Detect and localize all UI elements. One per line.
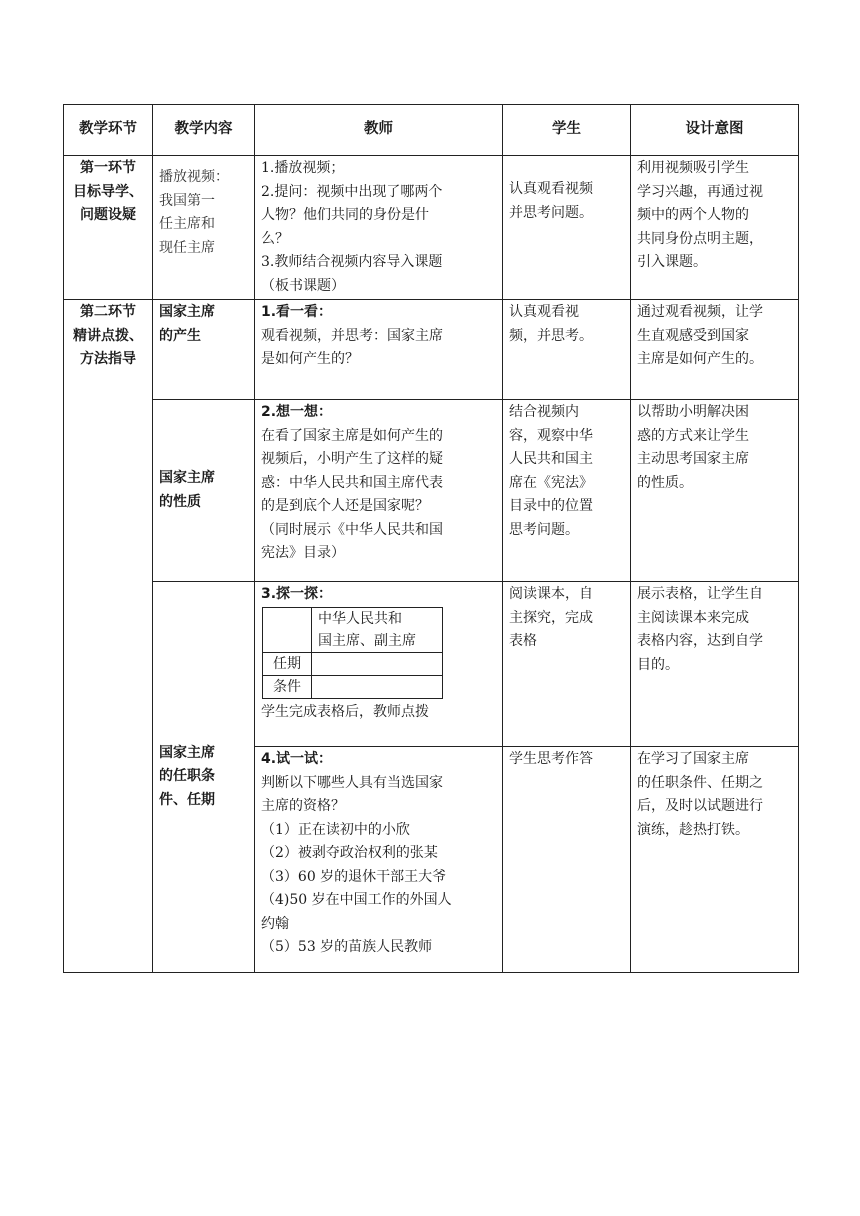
- inner-table-label-conditions: 条件: [263, 675, 312, 698]
- stage2-row3-student: 阅读课本，自 主探究，完成 表格: [503, 582, 631, 747]
- stage2-row1-intent: 通过观看视频，让学 生直观感受到国家 主席是如何产生的。: [631, 300, 799, 400]
- stage2-row2-content: 国家主席 的性质: [153, 400, 255, 582]
- stage2-row1-teacher: 1.看一看： 观看视频，并思考：国家主席 是如何产生的？: [255, 300, 503, 400]
- header-row: [64, 105, 799, 156]
- stage2-row2-student: 结合视频内 容，观察中华 人民共和国主 席在《宪法》 目录中的位置 思考问题。: [503, 400, 631, 582]
- stage2-row2-intent: 以帮助小明解决困 惑的方式来让学生 主动思考国家主席 的性质。: [631, 400, 799, 582]
- inner-table-corner-cell: [263, 607, 312, 652]
- header-content: 教学内容: [153, 105, 255, 156]
- stage2-name: 第二环节 精讲点拨、 方法指导: [64, 300, 153, 973]
- stage2-row3-intent: 展示表格，让学生自 主阅读课本来完成 表格内容，达到自学 目的。: [631, 582, 799, 747]
- table-row-stage2-3: [64, 582, 799, 747]
- stage2-row1-student: 认真观看视 频，并思考。: [503, 300, 631, 400]
- inner-table-blank-cell: [312, 652, 443, 675]
- stage2-row4-student: 学生思考作答: [503, 747, 631, 973]
- inner-table-row-term: [263, 652, 443, 675]
- table-row-stage2-1: [64, 300, 799, 400]
- stage2-row2-teacher: 2.想一想： 在看了国家主席是如何产生的 视频后，小明产生了这样的疑 惑：中华人民共和国主席代表 的是到底个人还是国家呢？ （同时展示《中华人民共和国 宪法》目录）: [255, 400, 503, 582]
- header-intent: 设计意图: [631, 105, 799, 156]
- table-row-stage1: [64, 156, 799, 300]
- stage2-row1-content: 国家主席 的产生: [153, 300, 255, 400]
- stage1-content: 播放视频： 我国第一 任主席和 现任主席: [153, 156, 255, 300]
- inner-table-blank-cell: [312, 675, 443, 698]
- stage1-student: 认真观看视频 并思考问题。: [503, 156, 631, 300]
- table-row-stage2-2: [64, 400, 799, 582]
- inner-table-row-conditions: [263, 675, 443, 698]
- header-student: 学生: [503, 105, 631, 156]
- inner-table-header-row: [263, 607, 443, 652]
- stage1-intent: 利用视频吸引学生 学习兴趣，再通过视 频中的两个人物的 共同身份点明主题， 引入课题。: [631, 156, 799, 300]
- stage2-row4-teacher: 4.试一试： 判断以下哪些人具有当选国家 主席的资格？ （1）正在读初中的小欣 （2）被剥夺政治权利的张某 （3）60 岁的退休干部王大爷 （4)50 岁在中国工作的外国人 约翰 （5）53 岁的苗族人民教师: [255, 747, 503, 973]
- stage1-name: 第一环节 目标导学、 问题设疑: [64, 156, 153, 300]
- lesson-plan-table: [63, 104, 799, 973]
- inner-blank-table: [262, 607, 443, 699]
- inner-table-header-cell: 中华人民共和 国主席、副主席: [312, 607, 443, 652]
- header-teacher: 教师: [255, 105, 503, 156]
- stage2-row34-content: 国家主席 的任职条 件、任期: [153, 582, 255, 973]
- header-stage: 教学环节: [64, 105, 153, 156]
- stage1-teacher: 1.播放视频； 2.提问：视频中出现了哪两个 人物？他们共同的身份是什 么？ 3.教师结合视频内容导入课题 （板书课题）: [255, 156, 503, 300]
- inner-table-label-term: 任期: [263, 652, 312, 675]
- stage2-row4-intent: 在学习了国家主席 的任职条件、任期之 后，及时以试题进行 演练，趁热打铁。: [631, 747, 799, 973]
- stage2-row3-teacher: 3.探一探： 中华人民共和 国主席、副主席 任期 条件 学生完成表格后，教师点拨: [255, 582, 503, 747]
